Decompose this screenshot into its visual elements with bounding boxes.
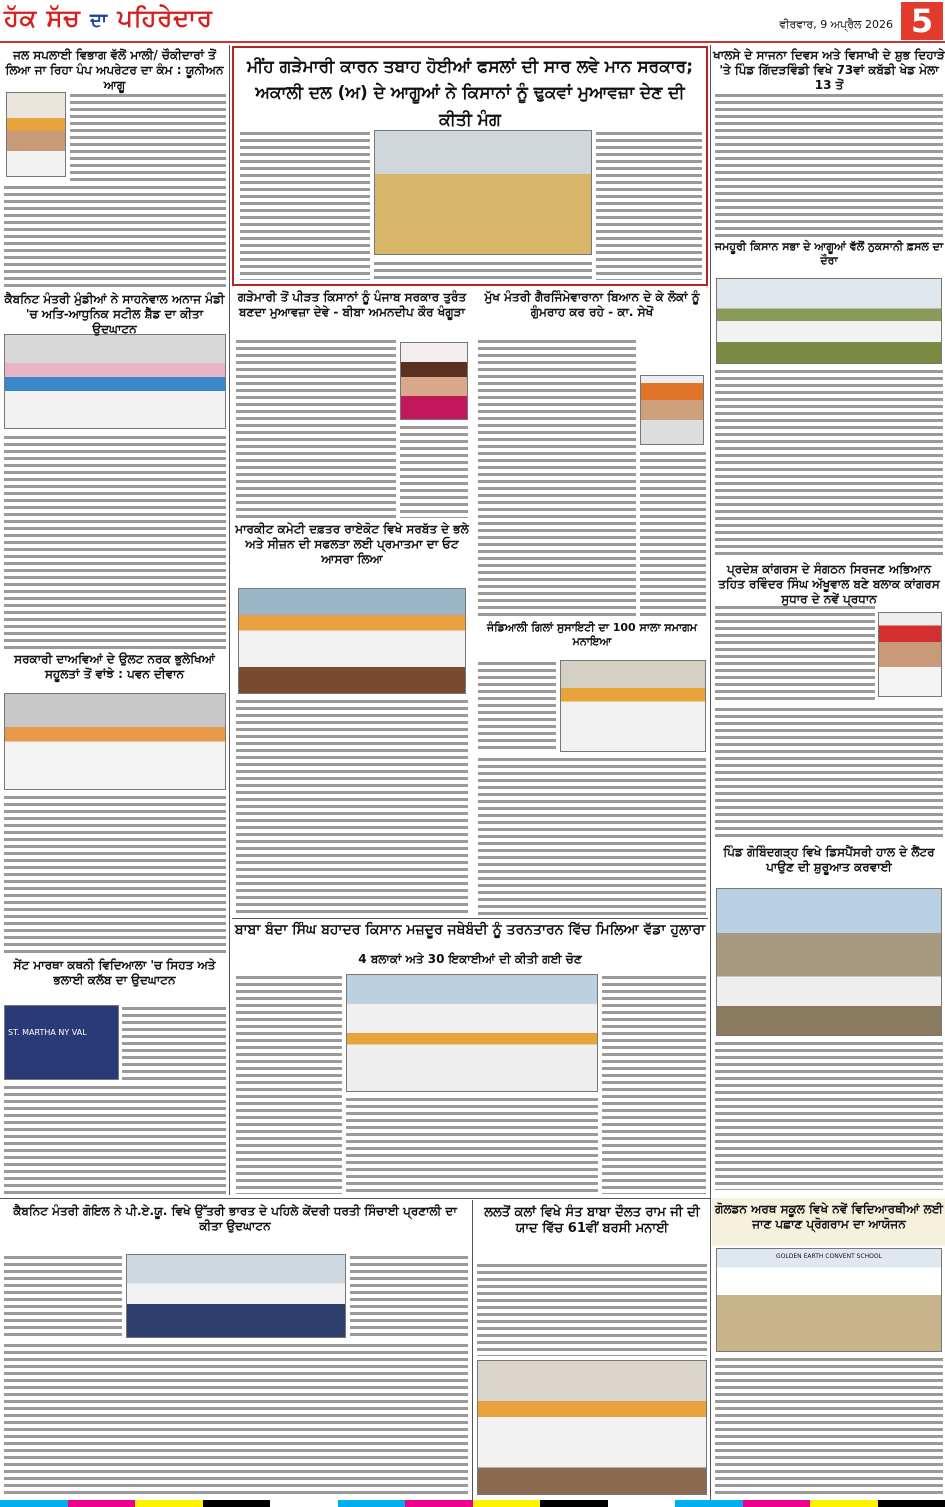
news-photo	[346, 974, 598, 1092]
headline: ਸੇਂਟ ਮਾਰਥਾ ਕਥਨੀ ਵਿਦਿਆਲਾ 'ਚ ਸਿਹਤ ਅਤੇ ਭਲਾਈ ਕਲੱਬ ਦਾ ਉਦਘਾਟਨ	[13, 958, 216, 987]
headline: ਜੰਡਿਆਲੀ ਗਿਲਾਂ ਸੁਸਾਇਟੀ ਦਾ 100 ਸਾਲਾ ਸਮਾਗਮ ਮਨਾਇਆ	[486, 621, 698, 648]
portrait-photo	[6, 92, 66, 177]
news-photo	[374, 130, 592, 255]
article-text	[4, 434, 226, 649]
headline: ਗੋਲਡਨ ਅਰਥ ਸਕੂਲ ਵਿਖੇ ਨਵੇਂ ਵਿਦਿਆਰਥੀਆਂ ਲਈ ਜਾਣ ਪਛਾਣ ਪ੍ਰੋਗਰਾਮ ਦਾ ਆਯੋਜਨ	[715, 1202, 943, 1231]
article-text	[4, 1342, 468, 1496]
article-text	[478, 756, 706, 916]
article-text	[4, 184, 226, 289]
news-photo	[4, 1005, 119, 1080]
issue-date: ਵੀਰਵਾਰ, 9 ਅਪ੍ਰੈਲ 2026	[779, 18, 893, 31]
article-text	[4, 1254, 122, 1338]
article-text	[715, 92, 943, 237]
headline: ਮਾਰਕੀਟ ਕਮੇਟੀ ਦਫ਼ਤਰ ਰਾਏਕੋਟ ਵਿਖੇ ਸਰਬੱਤ ਦੇ ਭਲੇ ਅਤੇ ਸੀਜ਼ਨ ਦੀ ਸਫਲਤਾ ਲਈ ਪ੍ਰਮਾਤਮਾ ਦਾ ਓਟ ਆਸਰਾ ਲਿਆ	[235, 522, 469, 566]
headline: ਕੈਬਨਿਟ ਮੰਤਰੀ ਗੋਇਲ ਨੇ ਪੀ.ਏ.ਯੂ. ਵਿਖੇ ਉੱਤਰੀ ਭਾਰਤ ਦੇ ਪਹਿਲੇ ਕੇਂਦਰੀ ਧਰਤੀ ਸਿੰਚਾਈ ਪ੍ਰਣਾਲੀ ਦਾ ਕੀਤਾ ਉਦਘਾਟਨ	[13, 1204, 457, 1233]
news-photo	[4, 693, 226, 790]
article-text	[350, 1254, 468, 1338]
headline: ਬਾਬਾ ਬੰਦਾ ਸਿੰਘ ਬਹਾਦਰ ਕਿਸਾਨ ਮਜ਼ਦੂਰ ਜਥੇਬੰਦੀ ਨੂੰ ਤਰਨਤਾਰਨ ਵਿੱਚ ਮਿਲਿਆ ਵੱਡਾ ਹੁਲਾਰਾ	[234, 922, 706, 938]
news-photo	[4, 334, 226, 429]
article-text	[640, 450, 706, 618]
logo-text: ਪਹਿਰੇਦਾਰ	[117, 4, 213, 32]
headline: ਪਿੰਡ ਗੋਬਿੰਦਗੜ੍ਹ ਵਿਖੇ ਡਿਸਪੈਂਸਰੀ ਹਾਲ ਦੇ ਲੈਂਟਰ ਪਾਉਣ ਦੀ ਸ਼ੁਰੂਆਤ ਕਰਵਾਈ	[723, 845, 935, 874]
photo-sign-text: GOLDEN EARTH CONVENT SCHOOL	[776, 1253, 882, 1260]
headline: ਕੈਬਨਿਟ ਮੰਤਰੀ ਮੁੰਡੀਆਂ ਨੇ ਸਾਹਨੇਵਾਲ ਅਨਾਜ ਮੰਡੀ 'ਚ ਅਤਿ-ਆਧੁਨਿਕ ਸਟੀਲ ਸ਼ੈੱਡ ਦਾ ਕੀਤਾ ਉਦਘਾਟਨ	[4, 292, 225, 336]
article-text	[478, 660, 556, 752]
article-text	[477, 1262, 707, 1356]
news-photo	[126, 1254, 346, 1338]
headline: ਗੜੇਮਾਰੀ ਤੋਂ ਪੀੜਤ ਕਿਸਾਨਾਂ ਨੂੰ ਪੰਜਾਬ ਸਰਕਾਰ ਤੁਰੰਤ ਬਣਦਾ ਮੁਆਵਜ਼ਾ ਦੇਵੇ - ਬੀਬਾ ਅਮਨਦੀਪ ਕੌਰ ਖੰਗੂੜਾ	[237, 290, 467, 319]
photo-banner-text: ST. MARTHA NY VAL	[8, 1028, 87, 1037]
article-text	[715, 604, 875, 704]
article-text	[602, 974, 706, 1194]
color-registration-strip	[0, 1500, 945, 1507]
article-text	[478, 338, 636, 618]
news-photo	[716, 888, 942, 1036]
news-photo	[477, 1360, 707, 1495]
logo-text: ਦਾ	[89, 10, 109, 31]
lead-story	[232, 46, 708, 286]
article-text	[400, 424, 468, 518]
logo-text: ਹੱਕ ਸੱਚ	[4, 4, 81, 32]
masthead-logo	[4, 4, 213, 32]
lead-headline: ਮੀਂਹ ਗੜੇਮਾਰੀ ਕਾਰਨ ਤਬਾਹ ਹੋਈਆਂ ਫਸਲਾਂ ਦੀ ਸਾਰ ਲਵੇ ਮਾਨ ਸਰਕਾਰ; ਅਕਾਲੀ ਦਲ (ਅ) ਦੇ ਆਗੂਆਂ ਨੇ ਕਿਸਾਨਾਂ ਨੂੰ ਢੁਕਵਾਂ ਮੁਆਵਜ਼ਾ ਦੇਣ ਦੀ ਕੀਤੀ ਮੰਗ	[246, 57, 694, 130]
page-number: 5	[901, 2, 943, 40]
article-text	[240, 130, 370, 280]
news-photo	[238, 588, 466, 694]
article-text	[715, 368, 943, 558]
section-divider	[0, 1198, 710, 1199]
news-photo	[560, 660, 706, 752]
headline: ਸਰਕਾਰੀ ਦਾਅਵਿਆਂ ਦੇ ਉਲਟ ਨਰਕ ਭੁਲੇਖਿਆਂ ਸਹੂਲਤਾਂ ਤੋਂ ਵਾਂਝੇ : ਪਵਨ ਦੀਵਾਨ	[14, 652, 215, 681]
portrait-photo	[640, 375, 704, 445]
article-text	[715, 706, 943, 841]
news-photo	[716, 278, 942, 364]
article-text	[236, 338, 396, 518]
article-text	[4, 794, 226, 954]
headline: ਪ੍ਰਦੇਸ਼ ਕਾਂਗਰਸ ਦੇ ਸੰਗਠਨ ਸਿਰਜਣ ਅਭਿਆਨ ਤਹਿਤ ਰਵਿੰਦਰ ਸਿੰਘ ਅੱਖੂਵਾਲ ਬਣੇ ਬਲਾਕ ਕਾਂਗਰਸ ਸੁਧਾਰ ਦੇ ਨਵੇਂ ਪ੍ਰਧਾਨ	[718, 562, 940, 606]
article-text	[596, 130, 702, 280]
column-divider	[710, 45, 711, 1500]
article-text	[4, 1084, 226, 1194]
portrait-photo	[878, 612, 942, 697]
portrait-photo	[400, 342, 468, 420]
column-divider	[229, 45, 230, 1195]
column-divider	[472, 1200, 473, 1500]
news-photo	[716, 1248, 942, 1352]
headline: ਜਲ ਸਪਲਾਈ ਵਿਭਾਗ ਵੱਲੋਂ ਮਾਲੀ/ ਚੌਕੀਦਾਰਾਂ ਤੋਂ ਲਿਆ ਜਾ ਰਿਹਾ ਪੰਪ ਅਪਰੇਟਰ ਦਾ ਕੰਮ : ਯੂਨੀਅਨ ਆਗੂ	[5, 48, 224, 92]
subheadline: 4 ਬਲਾਕਾਂ ਅਤੇ 30 ਇਕਾਈਆਂ ਦੀ ਕੀਤੀ ਗਈ ਚੋਣ	[358, 952, 582, 966]
masthead-rule	[0, 41, 945, 43]
article-text	[236, 974, 342, 1194]
article-text	[374, 260, 592, 282]
section-divider	[232, 918, 708, 919]
article-text	[715, 1040, 943, 1190]
article-text	[715, 1356, 943, 1496]
headline: ਜਮਹੂਰੀ ਕਿਸਾਨ ਸਭਾ ਦੇ ਆਗੂਆਂ ਵੱਲੋਂ ਨੁਕਸਾਨੀ ਫ਼ਸਲ ਦਾ ਦੌਰਾ	[714, 240, 944, 267]
headline: ਖਾਲਸੇ ਦੇ ਸਾਜਨਾ ਦਿਵਸ ਅਤੇ ਵਿਸਾਖੀ ਦੇ ਸ਼ੁਭ ਦਿਹਾੜੇ 'ਤੇ ਪਿੰਡ ਗਿੱਦੜਵਿੰਡੀ ਵਿਖੇ 73ਵਾਂ ਕਬੱਡੀ ਖੇਡ ਮੇਲਾ 13 ਤੋਂ	[713, 48, 945, 92]
article-text	[122, 1005, 226, 1080]
article-text	[70, 92, 226, 182]
headline: ਲਲਤੋਂ ਕਲਾਂ ਵਿਖੇ ਸੰਤ ਬਾਬਾ ਦੌਲਤ ਰਾਮ ਜੀ ਦੀ ਯਾਦ ਵਿੱਚ 61ਵੀਂ ਬਰਸੀ ਮਨਾਈ	[484, 1205, 700, 1237]
article-text	[346, 1096, 598, 1194]
article-text	[236, 698, 468, 916]
headline: ਮੁੱਖ ਮੰਤਰੀ ਗੈਰਜਿੰਮੇਵਾਰਾਨਾ ਬਿਆਨ ਦੇ ਕੇ ਲੋਕਾਂ ਨੂੰ ਗੁੰਮਰਾਹ ਕਰ ਰਹੇ - ਕਾ. ਸੇਖੋਂ	[484, 290, 700, 319]
